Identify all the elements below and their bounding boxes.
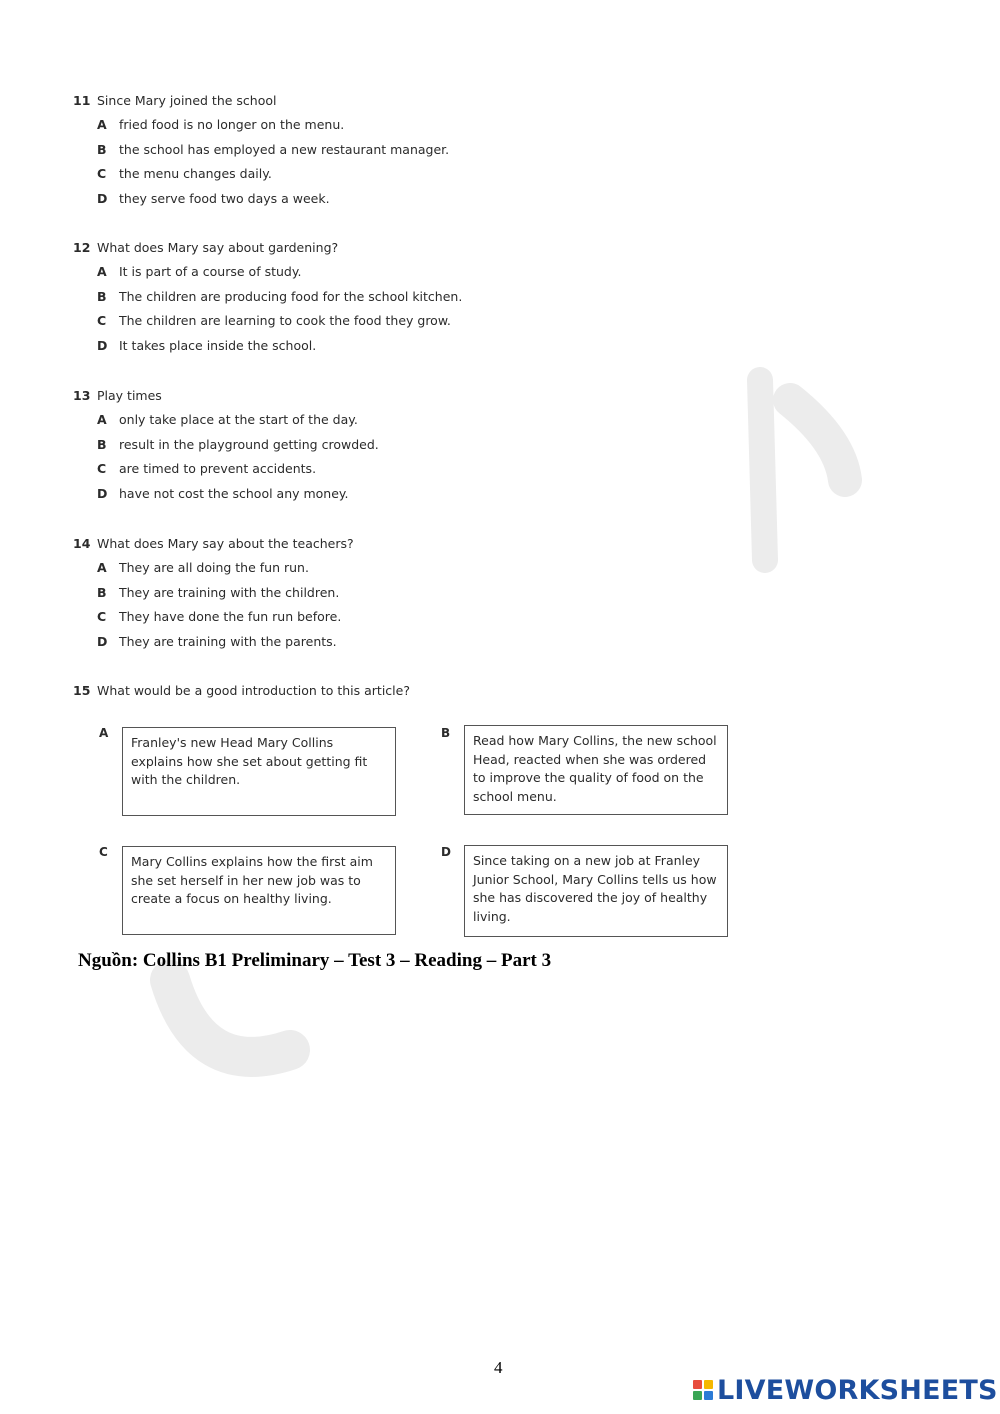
option-b[interactable]: B They are training with the children. <box>97 584 340 600</box>
page-number: 4 <box>494 1358 503 1377</box>
box-letter-c: C <box>99 845 108 859</box>
question-15 <box>73 678 410 703</box>
box-letter-b: B <box>441 726 451 740</box>
option-c[interactable]: C are timed to prevent accidents. <box>97 461 317 477</box>
question-stem: Play times <box>97 388 162 403</box>
option-box-b[interactable]: Read how Mary Collins, the new school Head, reacted when she was ordered to improve the quality of food on the school menu. <box>464 725 728 815</box>
question-stem: What does Mary say about the teachers? <box>97 536 354 551</box>
question-number: 12 <box>73 240 91 255</box>
option-c[interactable]: C They have done the fun run before. <box>97 609 342 625</box>
liveworksheets-logo[interactable] <box>693 1372 998 1408</box>
question-11 <box>73 88 449 211</box>
option-b[interactable]: B The children are producing food for the school kitchen. <box>97 288 463 304</box>
option-a[interactable]: A only take place at the start of the day. <box>97 412 358 427</box>
source-caption: Nguồn: Collins B1 Preliminary – Test 3 – Reading – Part 3 <box>78 950 552 971</box>
option-a[interactable]: A They are all doing the fun run. <box>97 560 309 575</box>
option-c[interactable]: C the menu changes daily. <box>97 166 272 182</box>
question-number: 13 <box>73 388 91 403</box>
option-box-c[interactable]: Mary Collins explains how the first aim she set herself in her new job was to create a focus on healthy living. <box>122 846 396 935</box>
option-box-a[interactable]: Franley's new Head Mary Collins explains how she set about getting fit with the children. <box>122 727 396 816</box>
question-stem: Since Mary joined the school <box>97 93 277 108</box>
question-stem: What does Mary say about gardening? <box>97 240 339 255</box>
brand-name: LIVEWORKSHEETS <box>717 1374 998 1406</box>
option-a[interactable]: A It is part of a course of study. <box>97 264 302 279</box>
option-b[interactable]: B the school has employed a new restaurant manager. <box>97 141 450 157</box>
box-letter-d: D <box>441 845 451 859</box>
option-c[interactable]: C The children are learning to cook the food they grow. <box>97 313 451 329</box>
option-d[interactable]: D It takes place inside the school. <box>97 337 317 353</box>
brand-logo-icon <box>693 1380 713 1400</box>
option-d[interactable]: D have not cost the school any money. <box>97 485 349 501</box>
question-number: 14 <box>73 536 91 551</box>
question-stem: What would be a good introduction to this article? <box>97 683 410 698</box>
question-number: 11 <box>73 93 91 108</box>
option-box-d[interactable]: Since taking on a new job at Franley Junior School, Mary Collins tells us how she has discovered the joy of healthy living. <box>464 845 728 937</box>
option-d[interactable]: D They are training with the parents. <box>97 633 337 649</box>
question-number: 15 <box>73 683 91 698</box>
question-12 <box>73 235 462 358</box>
question-14 <box>73 531 354 654</box>
option-d[interactable]: D they serve food two days a week. <box>97 190 330 206</box>
option-b[interactable]: B result in the playground getting crowded. <box>97 436 379 452</box>
question-13 <box>73 383 379 506</box>
option-a[interactable]: A fried food is no longer on the menu. <box>97 117 345 132</box>
box-letter-a: A <box>99 726 109 740</box>
